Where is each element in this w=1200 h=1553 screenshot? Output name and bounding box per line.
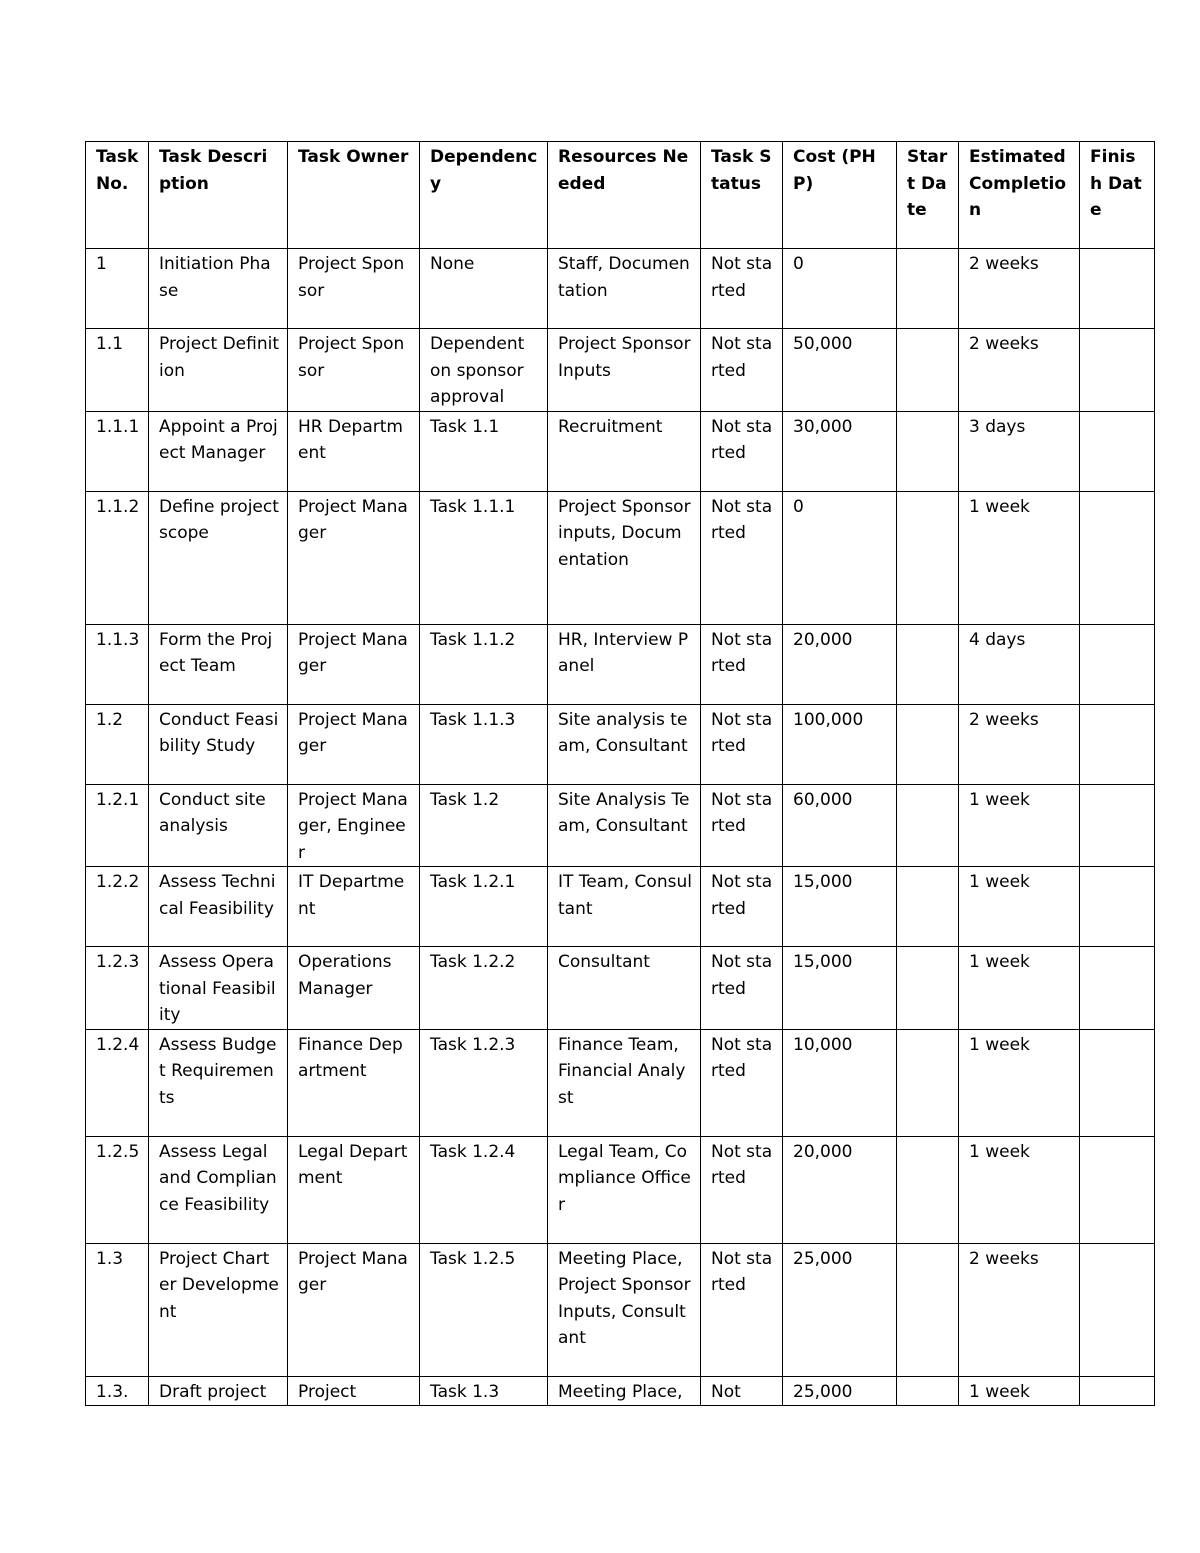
cell-start-date bbox=[897, 249, 959, 329]
cell-finish-date bbox=[1080, 867, 1155, 947]
cell-dependency: None bbox=[420, 249, 548, 329]
cell-dependency: Task 1.1.1 bbox=[420, 491, 548, 624]
cell-estimated-completion: 2 weeks bbox=[959, 249, 1080, 329]
header-row bbox=[86, 142, 1155, 249]
cell-estimated-completion: 1 week bbox=[959, 1029, 1080, 1136]
cell-resources-needed: Consultant bbox=[548, 947, 701, 1030]
cell-start-date bbox=[897, 1376, 959, 1406]
cell-estimated-completion: 4 days bbox=[959, 624, 1080, 704]
cell-task-status: Not started bbox=[701, 784, 783, 867]
cell-cost: 60,000 bbox=[783, 784, 897, 867]
table-row bbox=[86, 1243, 1155, 1376]
table-row bbox=[86, 1136, 1155, 1243]
cell-start-date bbox=[897, 1136, 959, 1243]
cell-dependency: Task 1.3 bbox=[420, 1376, 548, 1406]
cell-finish-date bbox=[1080, 1243, 1155, 1376]
cell-cost: 0 bbox=[783, 249, 897, 329]
cell-resources-needed: Project Sponsor inputs, Documentation bbox=[548, 491, 701, 624]
table-row bbox=[86, 947, 1155, 1030]
cell-task-no: 1.2.5 bbox=[86, 1136, 149, 1243]
cell-cost: 30,000 bbox=[783, 411, 897, 491]
cell-resources-needed: Project Sponsor Inputs bbox=[548, 329, 701, 412]
cell-task-owner: Project Manager bbox=[288, 491, 420, 624]
cell-cost: 10,000 bbox=[783, 1029, 897, 1136]
table-row bbox=[86, 1029, 1155, 1136]
cell-dependency: Task 1.2.2 bbox=[420, 947, 548, 1030]
header-finish-date: Finish Date bbox=[1080, 142, 1155, 249]
table-row bbox=[86, 329, 1155, 412]
cell-finish-date bbox=[1080, 1136, 1155, 1243]
cell-resources-needed: Site Analysis Team, Consultant bbox=[548, 784, 701, 867]
cell-finish-date bbox=[1080, 947, 1155, 1030]
table-row bbox=[86, 491, 1155, 624]
cell-task-no: 1.2.3 bbox=[86, 947, 149, 1030]
cell-task-description: Assess Budget Requirements bbox=[149, 1029, 288, 1136]
cell-resources-needed: Finance Team, Financial Analyst bbox=[548, 1029, 701, 1136]
cell-dependency: Task 1.1.3 bbox=[420, 704, 548, 784]
header-dependency: Dependency bbox=[420, 142, 548, 249]
cell-dependency: Task 1.2.4 bbox=[420, 1136, 548, 1243]
header-estimated-completion: Estimated Completion bbox=[959, 142, 1080, 249]
cell-task-status: Not started bbox=[701, 867, 783, 947]
header-task-no: Task No. bbox=[86, 142, 149, 249]
cell-task-owner: HR Department bbox=[288, 411, 420, 491]
header-cost: Cost (PHP) bbox=[783, 142, 897, 249]
cell-dependency: Task 1.2.1 bbox=[420, 867, 548, 947]
cell-estimated-completion: 1 week bbox=[959, 784, 1080, 867]
cell-task-description: Project Definition bbox=[149, 329, 288, 412]
cell-task-owner: IT Department bbox=[288, 867, 420, 947]
cell-estimated-completion: 1 week bbox=[959, 491, 1080, 624]
cell-task-owner: Finance Department bbox=[288, 1029, 420, 1136]
cell-estimated-completion: 3 days bbox=[959, 411, 1080, 491]
cell-finish-date bbox=[1080, 784, 1155, 867]
cell-start-date bbox=[897, 1243, 959, 1376]
cell-start-date bbox=[897, 491, 959, 624]
cell-task-description: Assess Technical Feasibility bbox=[149, 867, 288, 947]
cell-cost: 15,000 bbox=[783, 947, 897, 1030]
cell-task-owner: Legal Department bbox=[288, 1136, 420, 1243]
cell-task-status: Not started bbox=[701, 1243, 783, 1376]
cell-estimated-completion: 1 week bbox=[959, 867, 1080, 947]
cell-dependency: Dependent on sponsor approval bbox=[420, 329, 548, 412]
cell-start-date bbox=[897, 704, 959, 784]
cell-resources-needed: Meeting Place, bbox=[548, 1376, 701, 1406]
cell-task-status: Not started bbox=[701, 1029, 783, 1136]
cell-estimated-completion: 2 weeks bbox=[959, 704, 1080, 784]
cell-finish-date bbox=[1080, 1029, 1155, 1136]
cell-dependency: Task 1.2.3 bbox=[420, 1029, 548, 1136]
table-row bbox=[86, 624, 1155, 704]
cell-task-no: 1.3. bbox=[86, 1376, 149, 1406]
cell-dependency: Task 1.2 bbox=[420, 784, 548, 867]
cell-task-owner: Project Manager bbox=[288, 1243, 420, 1376]
cell-cost: 15,000 bbox=[783, 867, 897, 947]
cell-task-description: Initiation Phase bbox=[149, 249, 288, 329]
cell-resources-needed: Staff, Documentation bbox=[548, 249, 701, 329]
cell-resources-needed: Legal Team, Compliance Officer bbox=[548, 1136, 701, 1243]
task-rows bbox=[86, 249, 1155, 1406]
cell-task-no: 1.2.2 bbox=[86, 867, 149, 947]
header-task-owner: Task Owner bbox=[288, 142, 420, 249]
cell-start-date bbox=[897, 411, 959, 491]
cell-task-no: 1.1.1 bbox=[86, 411, 149, 491]
task-table bbox=[85, 141, 1155, 1406]
table-row bbox=[86, 249, 1155, 329]
header-task-status: Task Status bbox=[701, 142, 783, 249]
cell-task-description: Project Charter Development bbox=[149, 1243, 288, 1376]
table-row bbox=[86, 867, 1155, 947]
table-row bbox=[86, 784, 1155, 867]
cell-estimated-completion: 1 week bbox=[959, 1376, 1080, 1406]
cell-start-date bbox=[897, 329, 959, 412]
table-row bbox=[86, 1376, 1155, 1406]
cell-task-status: Not bbox=[701, 1376, 783, 1406]
table-row bbox=[86, 411, 1155, 491]
cell-task-status: Not started bbox=[701, 249, 783, 329]
cell-finish-date bbox=[1080, 411, 1155, 491]
cell-cost: 25,000 bbox=[783, 1243, 897, 1376]
cell-task-no: 1.2.1 bbox=[86, 784, 149, 867]
cell-task-description: Form the Project Team bbox=[149, 624, 288, 704]
cell-resources-needed: Meeting Place, Project Sponsor Inputs, Consultant bbox=[548, 1243, 701, 1376]
cell-start-date bbox=[897, 624, 959, 704]
cell-cost: 0 bbox=[783, 491, 897, 624]
cell-task-status: Not started bbox=[701, 1136, 783, 1243]
cell-task-status: Not started bbox=[701, 329, 783, 412]
cell-estimated-completion: 1 week bbox=[959, 947, 1080, 1030]
cell-task-owner: Project bbox=[288, 1376, 420, 1406]
cell-task-status: Not started bbox=[701, 624, 783, 704]
cell-start-date bbox=[897, 1029, 959, 1136]
cell-resources-needed: HR, Interview Panel bbox=[548, 624, 701, 704]
cell-task-owner: Project Manager, Engineer bbox=[288, 784, 420, 867]
table-row bbox=[86, 704, 1155, 784]
cell-task-no: 1 bbox=[86, 249, 149, 329]
cell-task-owner: Project Manager bbox=[288, 624, 420, 704]
cell-finish-date bbox=[1080, 329, 1155, 412]
cell-estimated-completion: 2 weeks bbox=[959, 1243, 1080, 1376]
cell-finish-date bbox=[1080, 624, 1155, 704]
cell-cost: 25,000 bbox=[783, 1376, 897, 1406]
cell-start-date bbox=[897, 784, 959, 867]
cell-cost: 50,000 bbox=[783, 329, 897, 412]
cell-task-status: Not started bbox=[701, 947, 783, 1030]
header-resources-needed: Resources Needed bbox=[548, 142, 701, 249]
cell-estimated-completion: 1 week bbox=[959, 1136, 1080, 1243]
cell-task-owner: Project Sponsor bbox=[288, 329, 420, 412]
cell-dependency: Task 1.1.2 bbox=[420, 624, 548, 704]
cell-start-date bbox=[897, 947, 959, 1030]
cell-cost: 100,000 bbox=[783, 704, 897, 784]
cell-task-no: 1.2 bbox=[86, 704, 149, 784]
cell-dependency: Task 1.1 bbox=[420, 411, 548, 491]
cell-finish-date bbox=[1080, 704, 1155, 784]
cell-finish-date bbox=[1080, 491, 1155, 624]
cell-dependency: Task 1.2.5 bbox=[420, 1243, 548, 1376]
cell-task-description: Assess Operational Feasibility bbox=[149, 947, 288, 1030]
cell-task-status: Not started bbox=[701, 411, 783, 491]
cell-start-date bbox=[897, 867, 959, 947]
cell-resources-needed: Recruitment bbox=[548, 411, 701, 491]
cell-task-no: 1.3 bbox=[86, 1243, 149, 1376]
cell-task-owner: Project Manager bbox=[288, 704, 420, 784]
cell-task-description: Appoint a Project Manager bbox=[149, 411, 288, 491]
cell-task-status: Not started bbox=[701, 491, 783, 624]
cell-task-description: Draft project bbox=[149, 1376, 288, 1406]
cell-task-owner: Project Sponsor bbox=[288, 249, 420, 329]
cell-resources-needed: Site analysis team, Consultant bbox=[548, 704, 701, 784]
cell-task-no: 1.2.4 bbox=[86, 1029, 149, 1136]
cell-task-description: Assess Legal and Compliance Feasibility bbox=[149, 1136, 288, 1243]
cell-task-description: Conduct site analysis bbox=[149, 784, 288, 867]
cell-cost: 20,000 bbox=[783, 624, 897, 704]
cell-finish-date bbox=[1080, 1376, 1155, 1406]
cell-estimated-completion: 2 weeks bbox=[959, 329, 1080, 412]
cell-cost: 20,000 bbox=[783, 1136, 897, 1243]
cell-task-description: Define project scope bbox=[149, 491, 288, 624]
cell-task-description: Conduct Feasibility Study bbox=[149, 704, 288, 784]
header-start-date: Start Date bbox=[897, 142, 959, 249]
cell-task-no: 1.1.2 bbox=[86, 491, 149, 624]
header-task-description: Task Description bbox=[149, 142, 288, 249]
cell-task-status: Not started bbox=[701, 704, 783, 784]
cell-resources-needed: IT Team, Consultant bbox=[548, 867, 701, 947]
cell-task-no: 1.1.3 bbox=[86, 624, 149, 704]
cell-task-no: 1.1 bbox=[86, 329, 149, 412]
cell-task-owner: Operations Manager bbox=[288, 947, 420, 1030]
cell-finish-date bbox=[1080, 249, 1155, 329]
